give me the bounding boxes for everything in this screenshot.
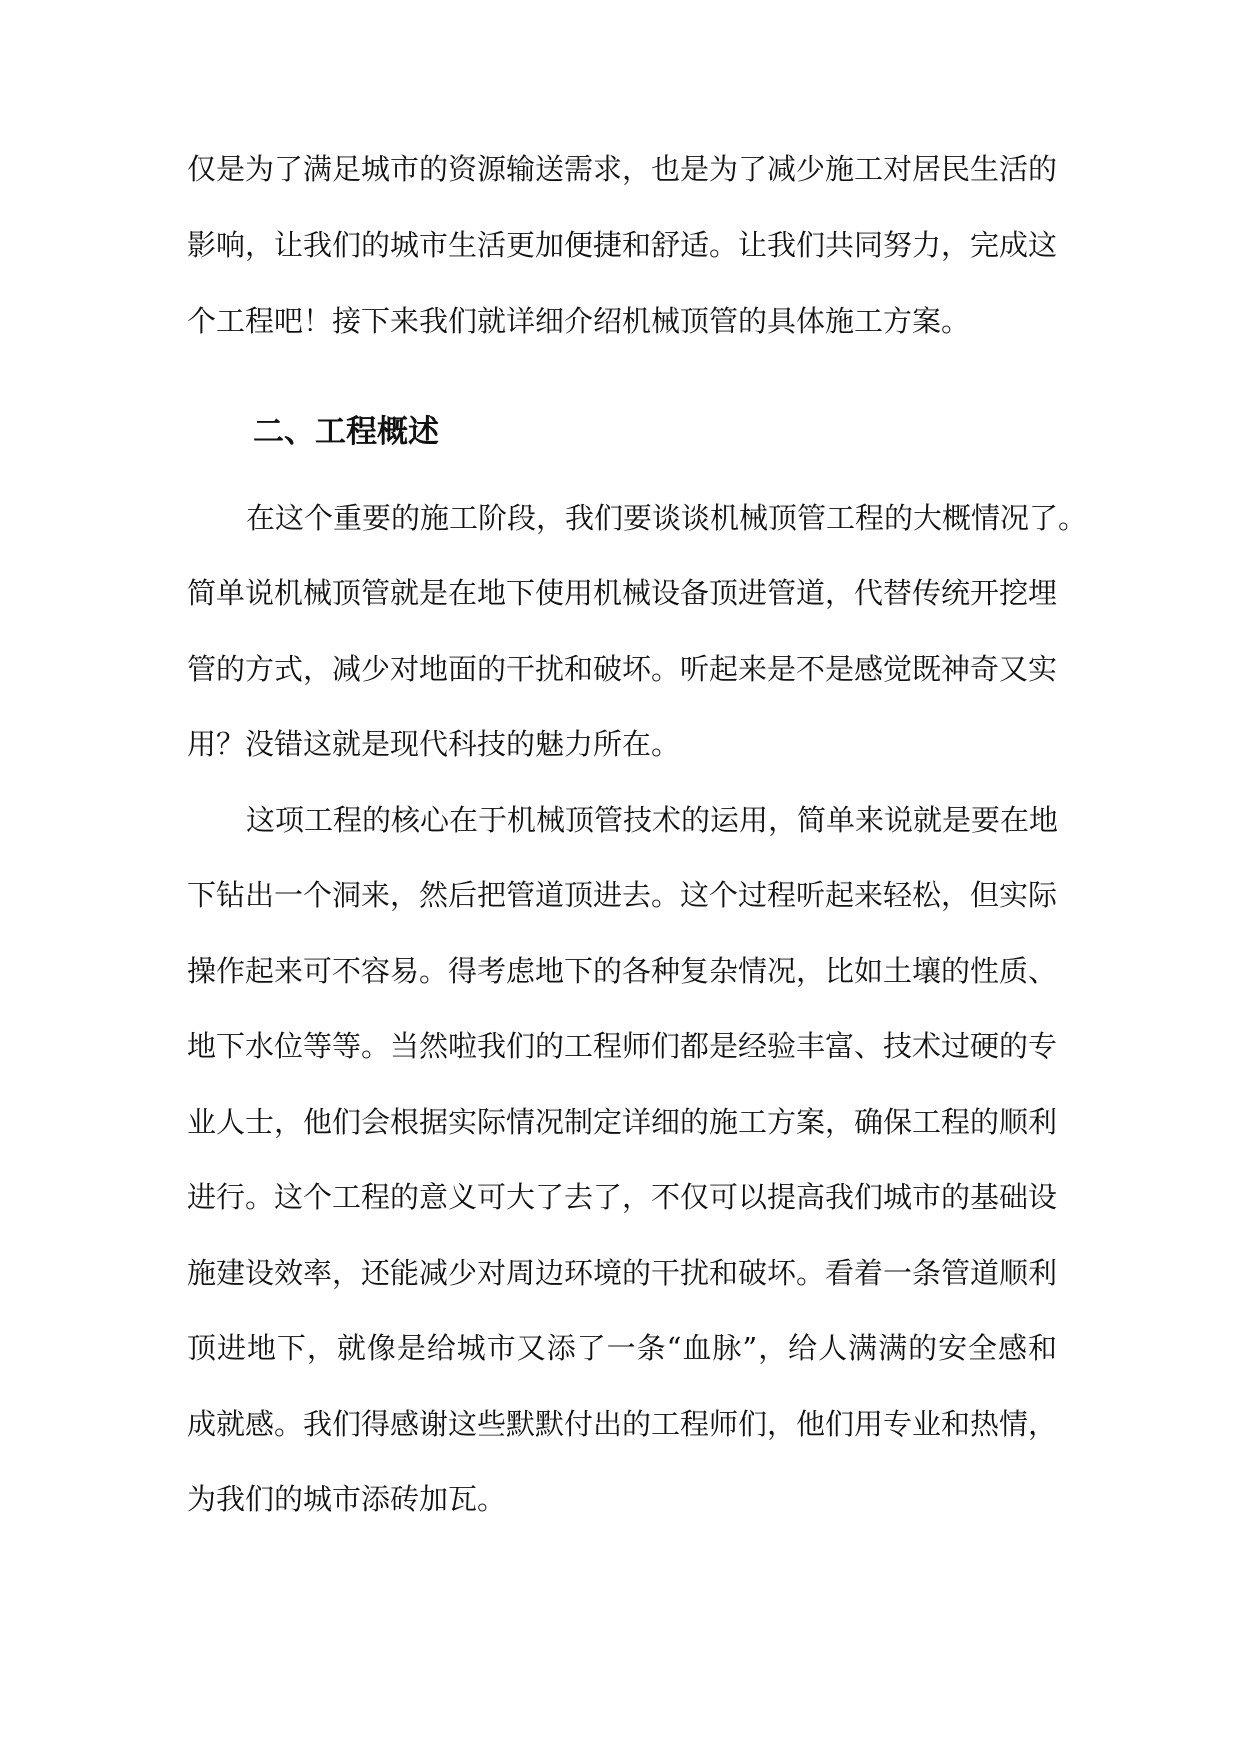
paragraph-line: 操作起来可不容易。得考虑地下的各种复杂情况，比如土壤的性质、 [187, 954, 1058, 988]
paragraph-line: 这项工程的核心在于机械顶管技术的运用，简单来说就是要在地 [246, 803, 1059, 837]
paragraph-line: 进行。这个工程的意义可大了去了，不仅可以提高我们城市的基础设 [187, 1180, 1058, 1214]
paragraph-line: 施建设效率，还能减少对周边环境的干扰和破坏。看着一条管道顺利 [187, 1256, 1058, 1290]
intro-line: 个工程吧！接下来我们就详细介绍机械顶管的具体施工方案。 [187, 304, 971, 338]
paragraph-line: 顶进地下，就像是给城市又添了一条“血脉”，给人满满的安全感和 [187, 1331, 1057, 1365]
paragraph-line: 成就感。我们得感谢这些默默付出的工程师们，他们用专业和热情， [187, 1407, 1058, 1441]
paragraph-line: 在这个重要的施工阶段，我们要谈谈机械顶管工程的大概情况了。 [246, 501, 1088, 535]
intro-line: 影响，让我们的城市生活更加便捷和舒适。让我们共同努力，完成这 [187, 228, 1058, 262]
paragraph-line: 下钻出一个洞来，然后把管道顶进去。这个过程听起来轻松，但实际 [187, 878, 1058, 912]
section-heading: 二、工程概述 [253, 414, 439, 450]
paragraph-line: 为我们的城市添砖加瓦。 [187, 1482, 507, 1516]
intro-line: 仅是为了满足城市的资源输送需求，也是为了减少施工对居民生活的 [187, 152, 1058, 186]
paragraph-line: 管的方式，减少对地面的干扰和破坏。听起来是不是感觉既神奇又实 [187, 652, 1058, 686]
paragraph-line: 简单说机械顶管就是在地下使用机械设备顶进管道，代替传统开挖埋 [187, 576, 1058, 610]
paragraph-line: 地下水位等等。当然啦我们的工程师们都是经验丰富、技术过硬的专 [187, 1029, 1058, 1063]
paragraph-line: 用？没错这就是现代科技的魅力所在。 [187, 727, 681, 761]
paragraph-line: 业人士，他们会根据实际情况制定详细的施工方案，确保工程的顺利 [187, 1105, 1058, 1139]
